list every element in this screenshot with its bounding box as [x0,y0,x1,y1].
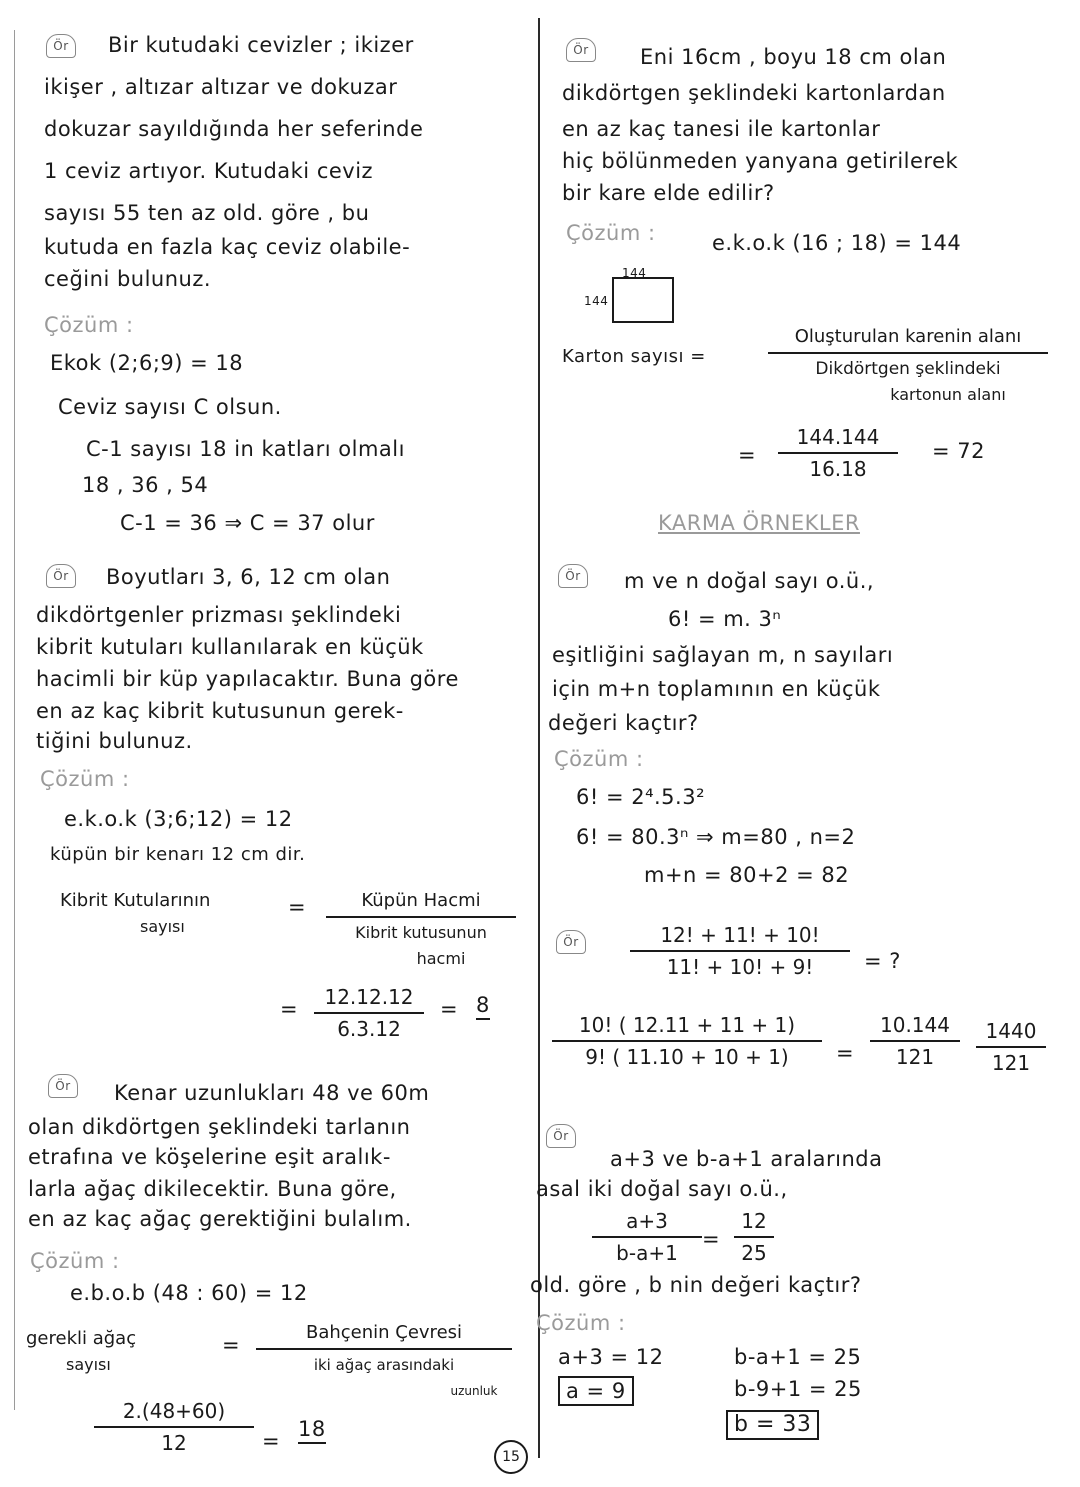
equals-sign: = [440,997,459,1021]
solution-line: küpün bir kenarı 12 cm dir. [50,844,306,865]
solution-label: Çözüm : [40,767,130,791]
solution-line: a+3 = 12 [558,1345,664,1369]
fraction-label: Kibrit Kutularının sayısı [60,890,211,936]
fraction-label: Karton sayısı = [562,346,706,367]
square-diagram [612,277,674,323]
problem-7-marker: Ör [546,1122,584,1148]
problem-7-line: asal iki doğal sayı o.ü., [536,1177,788,1201]
area-fraction: Oluşturulan karenin alanı Dikdörtgen şeklindeki kartonun alanı [768,324,1048,408]
calc-fraction-2: 10.144 121 [870,1012,960,1070]
calc-fraction: 144.144 16.18 [778,424,898,482]
problem-4-line: dikdörtgen şeklindeki kartonlardan [562,81,946,105]
solution-line: e.k.o.k (3;6;12) = 12 [64,807,293,831]
fraction-label: gerekli ağaç sayısı [26,1328,137,1374]
calc-fraction-3: 1440 121 [976,1018,1046,1076]
question: = ? [864,949,901,973]
problem-5-line: değeri kaçtır? [548,711,699,735]
problem-2-line: hacimli bir küp yapılacaktır. Buna göre [36,667,459,691]
solution-line: e.k.o.k (16 ; 18) = 144 [712,231,962,255]
section-title: KARMA ÖRNEKLER [658,511,860,535]
equals-sign: = [738,443,757,467]
equals-sign: = [702,1227,721,1251]
result: 8 [476,992,490,1020]
boxed-answer: b = 33 [726,1410,819,1440]
result: = 72 [932,439,985,463]
problem-1-line: ikişer , altızar altızar ve dokuzar [44,75,398,99]
problem-2-line: Boyutları 3, 6, 12 cm olan [106,565,391,589]
problem-7-question: old. göre , b nin değeri kaçtır? [530,1273,862,1297]
ratio-fraction-2: 12 25 [734,1208,774,1266]
problem-2-line: tiğini bulunuz. [36,729,193,753]
problem-2-line: en az kaç kibrit kutusunun gerek- [36,699,404,723]
problem-4-marker: Ör [566,36,604,62]
problem-6-marker: Ör [556,928,594,954]
solution-line: C-1 sayısı 18 in katları olmalı [86,437,405,461]
solution-line: Ekok (2;6;9) = 18 [50,351,244,375]
ratio-fraction: a+3 b-a+1 [592,1208,702,1266]
solution-line: 6! = 2⁴.5.3² [576,785,705,809]
solution-line: m+n = 80+2 = 82 [644,863,850,887]
problem-2-line: kibrit kutuları kullanılarak en küçük [36,635,424,659]
solution-label: Çözüm : [554,747,644,771]
solution-line: e.b.o.b (48 : 60) = 12 [70,1281,308,1305]
problem-7-line: a+3 ve b-a+1 aralarında [610,1147,883,1171]
problem-3-marker: Ör [48,1072,86,1098]
problem-2-line: dikdörtgenler prizması şeklindeki [36,603,402,627]
problem-4-line: bir kare elde edilir? [562,181,775,205]
problem-1-marker: Ör [46,32,84,58]
problem-4-line: Eni 16cm , boyu 18 cm olan [640,45,947,69]
equals-sign: = [222,1333,241,1357]
problem-4-line: en az kaç tanesi ile kartonlar [562,117,881,141]
problem-4-line: hiç bölünmeden yanyana getirilerek [562,149,959,173]
problem-3-line: larla ağaç dikilecektir. Buna göre, [28,1177,397,1201]
boxed-answer: a = 9 [558,1376,634,1406]
problem-5-line: 6! = m. 3ⁿ [668,607,782,631]
problem-3-line: Kenar uzunlukları 48 ve 60m [114,1081,430,1105]
square-label-side: 144 [584,294,609,308]
solution-label: Çözüm : [566,221,656,245]
volume-fraction: Küpün Hacmi Kibrit kutusunun hacmi [326,888,516,972]
problem-1-line: sayısı 55 ten az old. göre , bu [44,201,370,225]
problem-2-marker: Ör [46,562,84,588]
page-number: 15 [494,1440,528,1474]
solution-line: 6! = 80.3ⁿ ⇒ m=80 , n=2 [576,825,856,849]
factorial-fraction: 12! + 11! + 10! 11! + 10! + 9! [630,922,850,980]
problem-1-line: Bir kutudaki cevizler ; ikizer [108,33,414,57]
solution-label: Çözüm : [30,1249,120,1273]
problem-1-line: 1 ceviz artıyor. Kutudaki ceviz [44,159,374,183]
calc-fraction: 2.(48+60) 12 [94,1398,254,1456]
solution-line: b-a+1 = 25 [734,1345,862,1369]
equals-sign: = [836,1041,855,1065]
equals-sign: = [262,1429,281,1453]
solution-line: Ceviz sayısı C olsun. [58,395,282,419]
problem-5-line: eşitliğini sağlayan m, n sayıları [552,643,894,667]
problem-5-marker: Ör [558,562,596,588]
solution-line: 18 , 36 , 54 [82,473,209,497]
problem-3-line: etrafına ve köşelerine eşit aralık- [28,1145,391,1169]
problem-1-line: kutuda en fazla kaç ceviz olabile- [44,235,411,259]
solution-label: Çözüm : [536,1311,626,1335]
solution-line: b-9+1 = 25 [734,1377,862,1401]
calc-fraction: 10! ( 12.11 + 11 + 1) 9! ( 11.10 + 10 + 1) [552,1012,822,1070]
solution-line: C-1 = 36 ⇒ C = 37 olur [120,511,375,535]
equals-sign: = [288,895,307,919]
square-label-top: 144 [622,266,647,280]
result: 18 [298,1416,326,1444]
problem-3-line: olan dikdörtgen şeklindeki tarlanın [28,1115,411,1139]
problem-1-line: ceğini bulunuz. [44,267,212,291]
equals-sign: = [280,997,299,1021]
problem-5-line: m ve n doğal sayı o.ü., [624,569,875,593]
calc-fraction: 12.12.12 6.3.12 [314,984,424,1042]
problem-5-line: için m+n toplamının en küçük [552,677,881,701]
column-divider [538,18,540,1458]
margin-line [14,30,15,1410]
problem-1-line: dokuzar sayıldığında her seferinde [44,117,424,141]
problem-3-line: en az kaç ağaç gerektiğini bulalım. [28,1207,412,1231]
tree-fraction: Bahçenin Çevresi iki ağaç arasındaki uzunluk [256,1320,512,1404]
solution-label: Çözüm : [44,313,134,337]
